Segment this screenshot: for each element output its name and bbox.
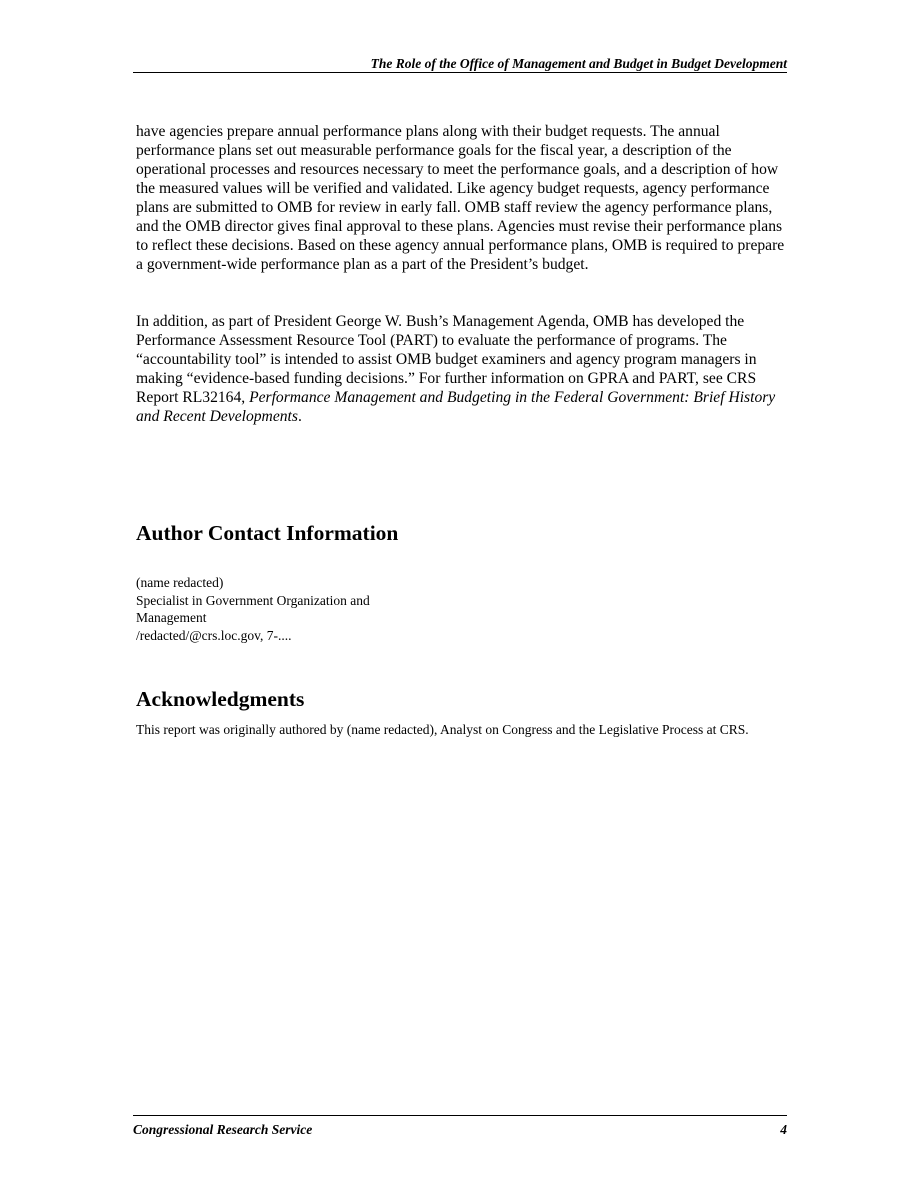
running-header-title: The Role of the Office of Management and Budget in Budget Development bbox=[133, 55, 787, 73]
acknowledgments-heading: Acknowledgments bbox=[136, 687, 305, 711]
acknowledgments-text: This report was originally authored by (name redacted), Analyst on Congress and the Legislative Process at CRS. bbox=[136, 722, 749, 737]
body-paragraph-performance-plans: have agencies prepare annual performance plans along with their budget requests. The annual performance plans set out measurable performance goals for the fiscal year, a description of the operational processes and resources necessary to meet the performance goals, and a description of how the measured values will be verified and validated. Like agency budget requests, agency performance plans are submitted to OMB for review in early fall. OMB staff review the agency performance plans, and the OMB director gives final approval to these plans. Agencies must revise their performance plans to reflect these decisions. Based on these agency annual performance plans, OMB is required to prepare a government-wide performance plan as a part of the President’s budget. bbox=[136, 123, 785, 273]
running-footer bbox=[133, 1115, 787, 1138]
body-paragraph-part bbox=[136, 312, 788, 426]
paragraph-text: In addition, as part of President George W. Bush’s Management Agenda, OMB has developed the Performance Assessment Resource Tool (PART) to evaluate the performance of programs. The “accountability tool” is intended to assist OMB budget examiners and agency program managers in making “evidence-based funding decisions.” For further information on GPRA and PART, see CRS Report RL32164, bbox=[136, 313, 757, 406]
author-contact-block bbox=[136, 574, 426, 644]
page-number: 4 bbox=[780, 1122, 787, 1137]
paragraph-end: . bbox=[297, 408, 302, 425]
author-name: (name redacted) bbox=[136, 575, 224, 590]
footer-organization: Congressional Research Service bbox=[133, 1122, 313, 1137]
report-title: Performance Management and Budgeting in the Federal Government: Brief History and Recent Developments bbox=[136, 389, 776, 425]
author-contact-details: /redacted/@crs.loc.gov, 7-.... bbox=[136, 627, 292, 643]
author-contact-heading: Author Contact Information bbox=[136, 521, 399, 545]
author-title-line-1: Specialist in Government Organization and bbox=[136, 592, 370, 608]
author-title-line-2: Management bbox=[136, 610, 207, 625]
